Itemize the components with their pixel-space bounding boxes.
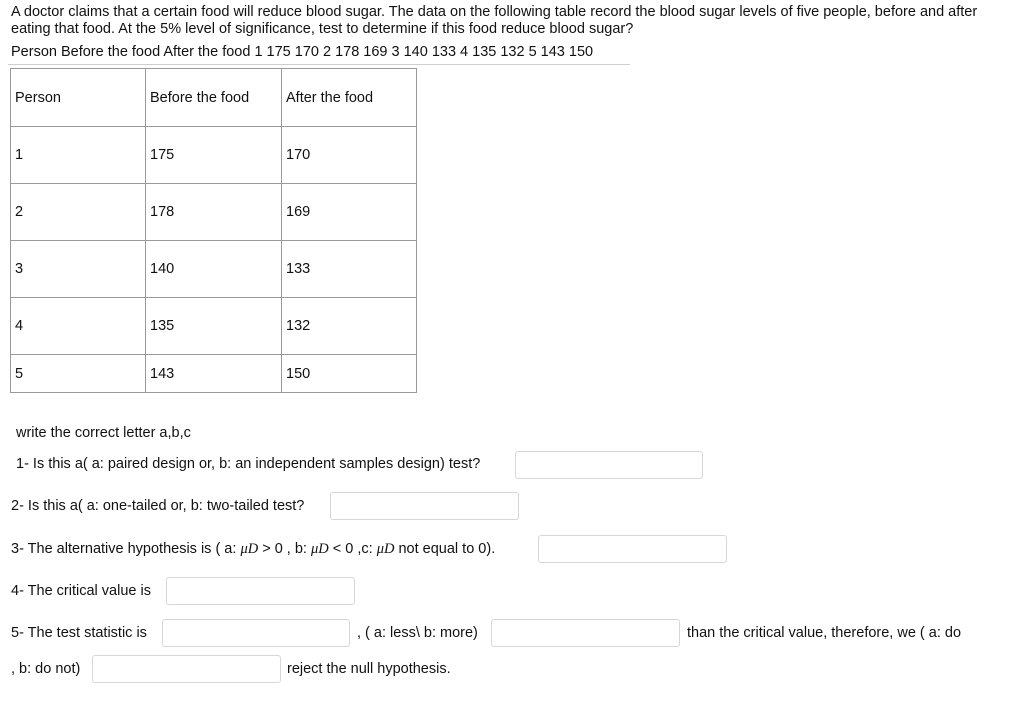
question-5-comparison: , ( a: less\ b: more) (357, 625, 478, 641)
answer-q5-decision-input[interactable] (92, 655, 281, 683)
cell-person: 5 (11, 355, 146, 393)
table-row (11, 355, 417, 393)
question-5-end: reject the null hypothesis. (287, 661, 451, 677)
question-5-option-b: , b: do not) (11, 661, 81, 677)
cell-before: 175 (146, 127, 282, 184)
answer-q5-statistic-input[interactable] (162, 619, 350, 647)
table-row (11, 127, 417, 184)
cell-before: 143 (146, 355, 282, 393)
cell-before: 178 (146, 184, 282, 241)
answer-q3-input[interactable] (538, 535, 727, 563)
blood-sugar-table (10, 68, 417, 393)
question-1: 1- Is this a( a: paired design or, b: an independent samples design) test? (16, 456, 481, 472)
cell-person: 1 (11, 127, 146, 184)
divider (8, 64, 630, 65)
question-5: 5- The test statistic is (11, 625, 147, 641)
question-4: 4- The critical value is (11, 583, 151, 599)
table-row (11, 241, 417, 298)
cell-before: 135 (146, 298, 282, 355)
data-summary-line: Person Before the food After the food 1 175 170 2 178 169 3 140 133 4 135 132 5 143 150 (11, 44, 594, 60)
q3-option-a: > 0 , b: (258, 541, 311, 557)
cell-after: 169 (282, 184, 417, 241)
cell-person: 3 (11, 241, 146, 298)
header-after: After the food (282, 69, 417, 127)
question-2: 2- Is this a( a: one-tailed or, b: two-tailed test? (11, 498, 305, 514)
table-row (11, 298, 417, 355)
mu-d-symbol: μD (376, 541, 395, 557)
answer-q1-input[interactable] (515, 451, 703, 479)
cell-after: 150 (282, 355, 417, 393)
answer-q5-comparison-input[interactable] (491, 619, 680, 647)
question-3 (11, 541, 495, 558)
header-before: Before the food (146, 69, 282, 127)
instruction-text: write the correct letter a,b,c (16, 425, 191, 441)
problem-statement: A doctor claims that a certain food will reduce blood sugar. The data on the following table record the blood sugar levels of five people, before and after eating that food. At the 5% level of significance, test to determine if this food reduce blood sugar? (11, 4, 978, 37)
mu-d-symbol: μD (310, 541, 329, 557)
answer-q2-input[interactable] (330, 492, 519, 520)
q3-option-b: < 0 ,c: (328, 541, 377, 557)
q3-option-c: not equal to 0). (394, 541, 496, 557)
cell-before: 140 (146, 241, 282, 298)
header-person: Person (11, 69, 146, 127)
cell-person: 2 (11, 184, 146, 241)
cell-person: 4 (11, 298, 146, 355)
answer-q4-input[interactable] (166, 577, 355, 605)
mu-d-symbol: μD (240, 541, 259, 557)
cell-after: 132 (282, 298, 417, 355)
q3-prefix: 3- The alternative hypothesis is ( a: (11, 541, 241, 557)
question-5-continuation: than the critical value, therefore, we ( a: do (687, 625, 962, 641)
table-row (11, 184, 417, 241)
cell-after: 170 (282, 127, 417, 184)
cell-after: 133 (282, 241, 417, 298)
table-header-row (11, 69, 417, 127)
